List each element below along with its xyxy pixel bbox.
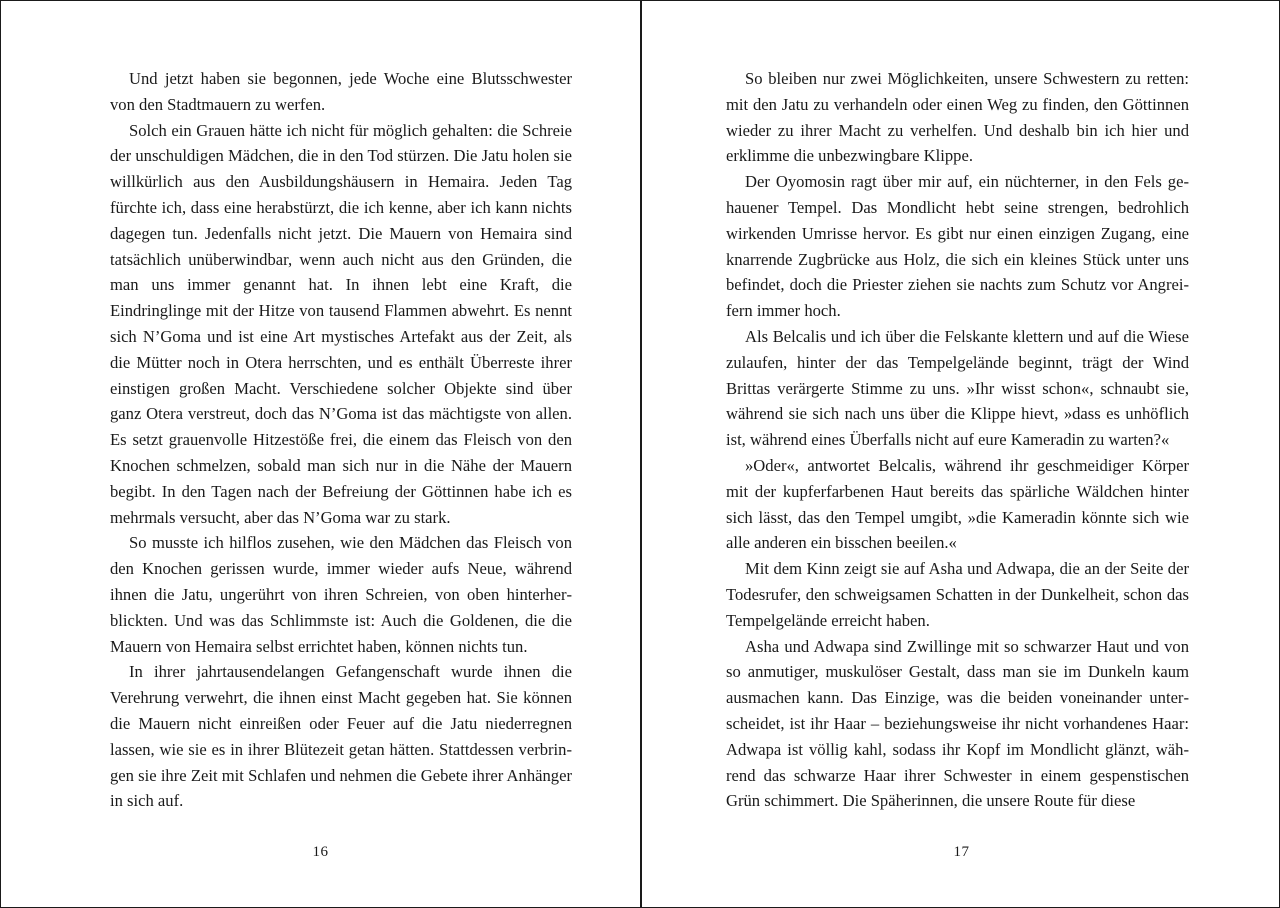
- paragraph: »Oder«, antwortet Belcalis, während ihr geschmeidiger Körper mit der kupferfarbenen Haut bereits das spärliche Wäldchen hinter sich lässt, das den Tempel umgibt, »die Kameradin könnte sich wie alle anderen ein bisschen beeilen.«: [726, 455, 1189, 553]
- paragraph: Mit dem Kinn zeigt sie auf Asha und Adwapa, die an der Seite der Todesrufer, den schweigsamen Schatten in der Dunkelheit, schon das Tempelgelände erreicht haben.: [726, 559, 1189, 630]
- paragraph: Als Belcalis und ich über die Felskante klettern und auf die Wiese zulaufen, hinter der das Tempelgelände beginnt, trägt der Wind Brittas verärgerte Stimme zu uns. »Ihr wisst schon«, schnaubt sie, während sie sich nach uns über die Klippe hievt, »dass es unhöflich ist, während eines Überfalls nicht auf eure Kameradin zu warten?«: [726, 326, 1189, 450]
- paragraph: Der Oyomosin ragt über mir auf, ein nüchterner, in den Fels gehauener Tempel. Das Mondlicht hebt seine strengen, bedrohlich wirkenden Umrisse hervor. Es gibt nur einen einzigen Zugang, eine knarrende Zugbrücke aus Holz, die sich ein kleines Stück unter uns befindet, doch die Priester ziehen sie nachts zum Schutz vor Angreifern immer hoch.: [726, 172, 1189, 321]
- paragraph: Asha und Adwapa sind Zwillinge mit so schwarzer Haut und von so anmutiger, muskulöser Gestalt, dass man sie im Dunkeln kaum ausmachen kann. Das Einzige, was die beiden voneinander unterscheidet, ist ihr Haar – beziehungsweise ihr nicht vorhandenes Haar: Adwapa ist völlig kahl, sodass ihr Kopf im Mondlicht glänzt, während das schwarze Haar ihrer Schwester in einem gespenstischen Grün schimmert. Die Späherinnen, die unsere Route für diese: [726, 636, 1189, 811]
- paragraph: In ihrer jahrtausendelangen Gefangenschaft wurde ihnen die Verehrung verwehrt, die ihnen einst Macht gegeben hat. Sie können die Mauern nicht einreißen oder Feuer auf die Jatu niederregnen lassen, wie sie es in ihrer Blütezeit getan hätten. Stattdessen verbringen sie ihre Zeit mit Schlafen und nehmen die Gebete ihrer Anhänger in sich auf.: [110, 662, 572, 811]
- paragraph: Solch ein Grauen hätte ich nicht für möglich gehalten: die Schreie der unschuldigen Mädchen, die in den Tod stürzen. Die Jatu holen sie willkürlich aus den Ausbildungshäusern in Hemaira. Jeden Tag fürchte ich, dass eine herabstürzt, die ich kenne, aber ich kann nichts dagegen tun. Jedenfalls nicht jetzt. Die Mauern von Hemaira sind tatsächlich unüberwindbar, wenn auch nicht aus den Gründen, die man uns immer genannt hat. In ihnen lebt eine Kraft, die Eindringlinge mit der Hitze von tausend Flammen abwehrt. Es nennt sich N’Goma und ist eine Art mystisches Artefakt aus der Zeit, als die Mütter noch in Otera herrschten, und es enthält Überreste ihrer einstigen großen Macht. Verschiedene solcher Objekte sind über ganz Otera verstreut, doch das N’Goma ist das mächtigste von allen. Es setzt grauenvolle Hitzestöße frei, die einem das Fleisch von den Knochen schmelzen, sobald man sich nur in die Nähe der Mauern begibt. In den Tagen nach der Befreiung der Göttinnen habe ich es mehrmals versucht, aber das N’Goma war zu stark.: [110, 120, 572, 527]
- page-number-right: 17: [953, 844, 970, 860]
- right-page: [642, 1, 1280, 907]
- paragraph: Und jetzt haben sie begonnen, jede Woche eine Blutsschwester von den Stadtmauern zu werfen.: [110, 69, 572, 114]
- left-page: [1, 1, 640, 907]
- paragraph: So bleiben nur zwei Möglichkeiten, unsere Schwestern zu retten: mit den Jatu zu verhandeln oder einen Weg zu finden, den Göttinnen wieder zu ihrer Macht zu verhelfen. Und deshalb bin ich hier und erklimme die unbezwingbare Klippe.: [726, 69, 1189, 166]
- right-page-text: [726, 66, 1189, 814]
- paragraph: So musste ich hilflos zusehen, wie den Mädchen das Fleisch von den Knochen gerissen wurde, immer wieder aufs Neue, während ihnen die Jatu, ungerührt von ihren Schreien, von oben hinterherblickten. Und was das Schlimmste ist: Auch die Goldenen, die die Mauern von Hemaira selbst errichtet haben, können nichts tun.: [110, 533, 572, 656]
- page-number-left: 16: [312, 844, 329, 860]
- left-page-text: [110, 66, 572, 814]
